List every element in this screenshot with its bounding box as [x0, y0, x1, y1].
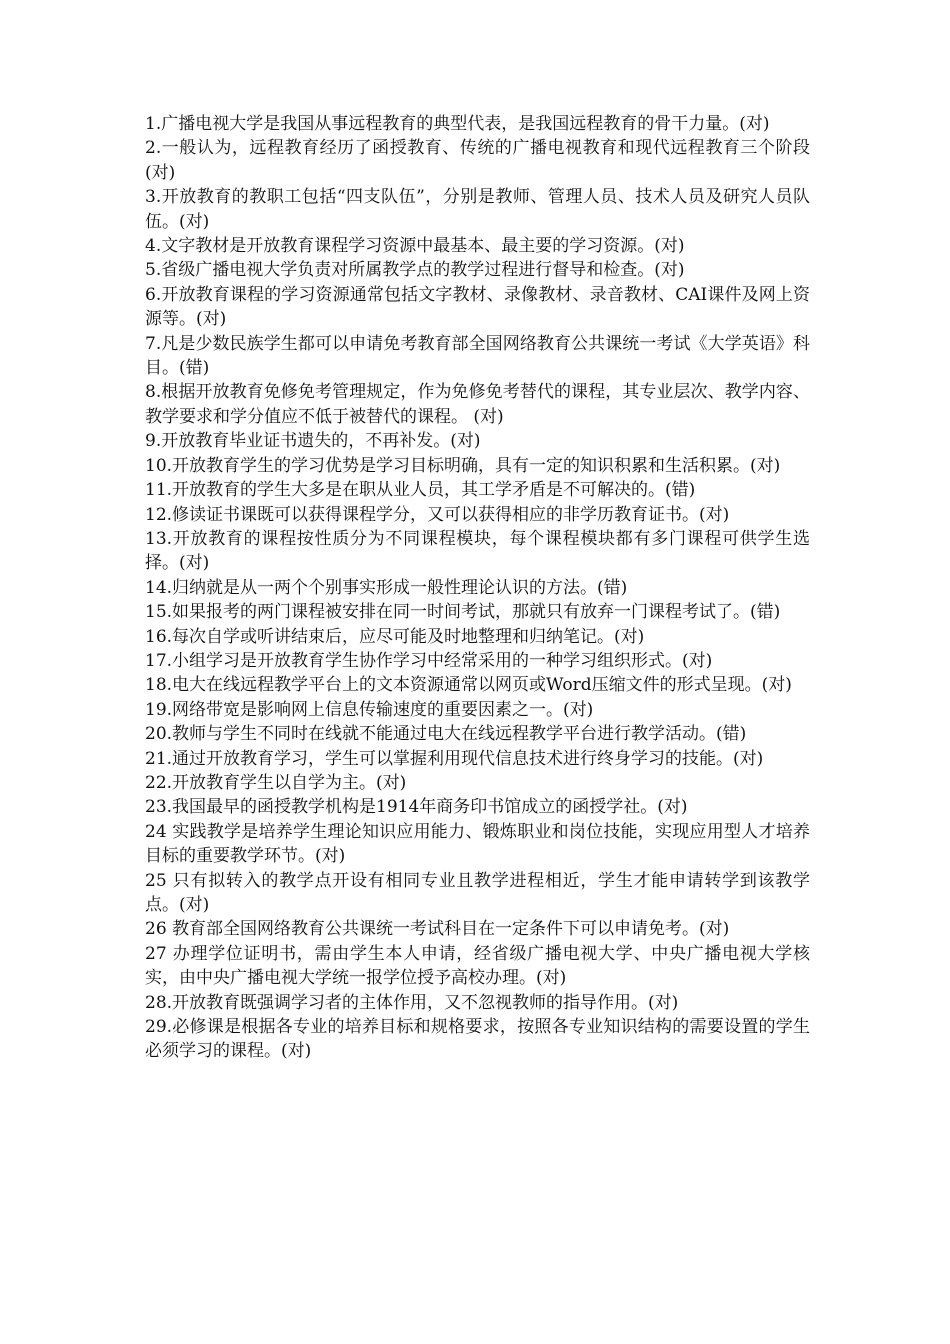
statement-item-24: 24 实践教学是培养学生理论知识应用能力、锻炼职业和岗位技能，实现应用型人才培养目标的重要教学环节。(对)	[145, 821, 810, 867]
statement-item-22: 22.开放教育学生以自学为主。(对)	[145, 772, 407, 793]
statement-item-16: 16.每次自学或听讲结束后，应尽可能及时地整理和归纳笔记。(对)	[145, 626, 645, 647]
statement-item-11: 11.开放教育的学生大多是在职从业人员，其工学矛盾是不可解决的。(错)	[145, 480, 696, 501]
statement-item-2: 2.一般认为，远程教育经历了函授教育、传统的广播电视教育和现代远程教育三个阶段(对)	[145, 138, 810, 183]
statement-item-14: 14.归纳就是从一两个个别事实形成一般性理论认识的方法。(错)	[145, 577, 628, 598]
statement-item-21: 21.通过开放教育学习，学生可以掌握利用现代信息技术进行终身学习的技能。(对)	[145, 748, 764, 769]
statement-item-10: 10.开放教育学生的学习优势是学习目标明确，具有一定的知识积累和生活积累。(对)	[145, 455, 781, 476]
statement-item-4: 4.文字教材是开放教育课程学习资源中最基本、最主要的学习资源。(对)	[145, 236, 685, 257]
statement-item-20: 20.教师与学生不同时在线就不能通过电大在线远程教学平台进行教学活动。(错)	[145, 724, 747, 745]
statement-item-28: 28.开放教育既强调学习者的主体作用，又不忽视教师的指导作用。(对)	[145, 992, 679, 1013]
statement-item-18: 18.电大在线远程教学平台上的文本资源通常以网页或Word压缩文件的形式呈现。(对)	[145, 675, 792, 696]
statement-item-29: 29.必修课是根据各专业的培养目标和规格要求，按照各专业知识结构的需要设置的学生必须学习的课程。(对)	[145, 1017, 810, 1062]
statement-item-9: 9.开放教育毕业证书遗失的，不再补发。(对)	[145, 431, 481, 452]
statement-item-27: 27 办理学位证明书，需由学生本人申请，经省级广播电视大学、中央广播电视大学核实，由中央广播电视大学统一报学位授予高校办理。(对)	[145, 943, 810, 989]
statement-item-17: 17.小组学习是开放教育学生协作学习中经常采用的一种学习组织形式。(对)	[145, 650, 713, 671]
statement-item-3: 3.开放教育的教职工包括“四支队伍”，分别是教师、管理人员、技术人员及研究人员队伍。(对)	[145, 187, 810, 232]
statement-item-6: 6.开放教育课程的学习资源通常包括文字教材、录像教材、录音教材、CAI课件及网上资源等。(对)	[145, 284, 810, 330]
statement-item-13: 13.开放教育的课程按性质分为不同课程模块，每个课程模块都有多门课程可供学生选择。(对)	[145, 528, 810, 574]
statement-item-15: 15.如果报考的两门课程被安排在同一时间考试，那就只有放弃一门课程考试了。(错)	[145, 602, 781, 623]
statement-item-1: 1.广播电视大学是我国从事远程教育的典型代表，是我国远程教育的骨干力量。(对)	[145, 114, 770, 134]
document-page	[145, 112, 810, 1064]
statement-item-23: 23.我国最早的函授教学机构是1914年商务印书馆成立的函授学社。(对)	[145, 797, 688, 818]
statement-item-12: 12.修读证书课既可以获得课程学分，又可以获得相应的非学历教育证书。(对)	[145, 504, 730, 525]
statement-item-5: 5.省级广播电视大学负责对所属教学点的教学过程进行督导和检查。(对)	[145, 260, 685, 281]
statement-item-19: 19.网络带宽是影响网上信息传输速度的重要因素之一。(对)	[145, 699, 594, 720]
statement-item-7: 7.凡是少数民族学生都可以申请免考教育部全国网络教育公共课统一考试《大学英语》科目。(错)	[145, 333, 810, 379]
statement-item-26: 26 教育部全国网络教育公共课统一考试科目在一定条件下可以申请免考。(对)	[145, 919, 730, 940]
statement-item-8: 8.根据开放教育免修免考管理规定，作为免修免考替代的课程，其专业层次、教学内容、教学要求和学分值应不低于被替代的课程。 (对)	[145, 382, 810, 427]
statement-item-25: 25 只有拟转入的教学点开设有相同专业且教学进程相近，学生才能申请转学到该教学点。(对)	[145, 870, 810, 915]
